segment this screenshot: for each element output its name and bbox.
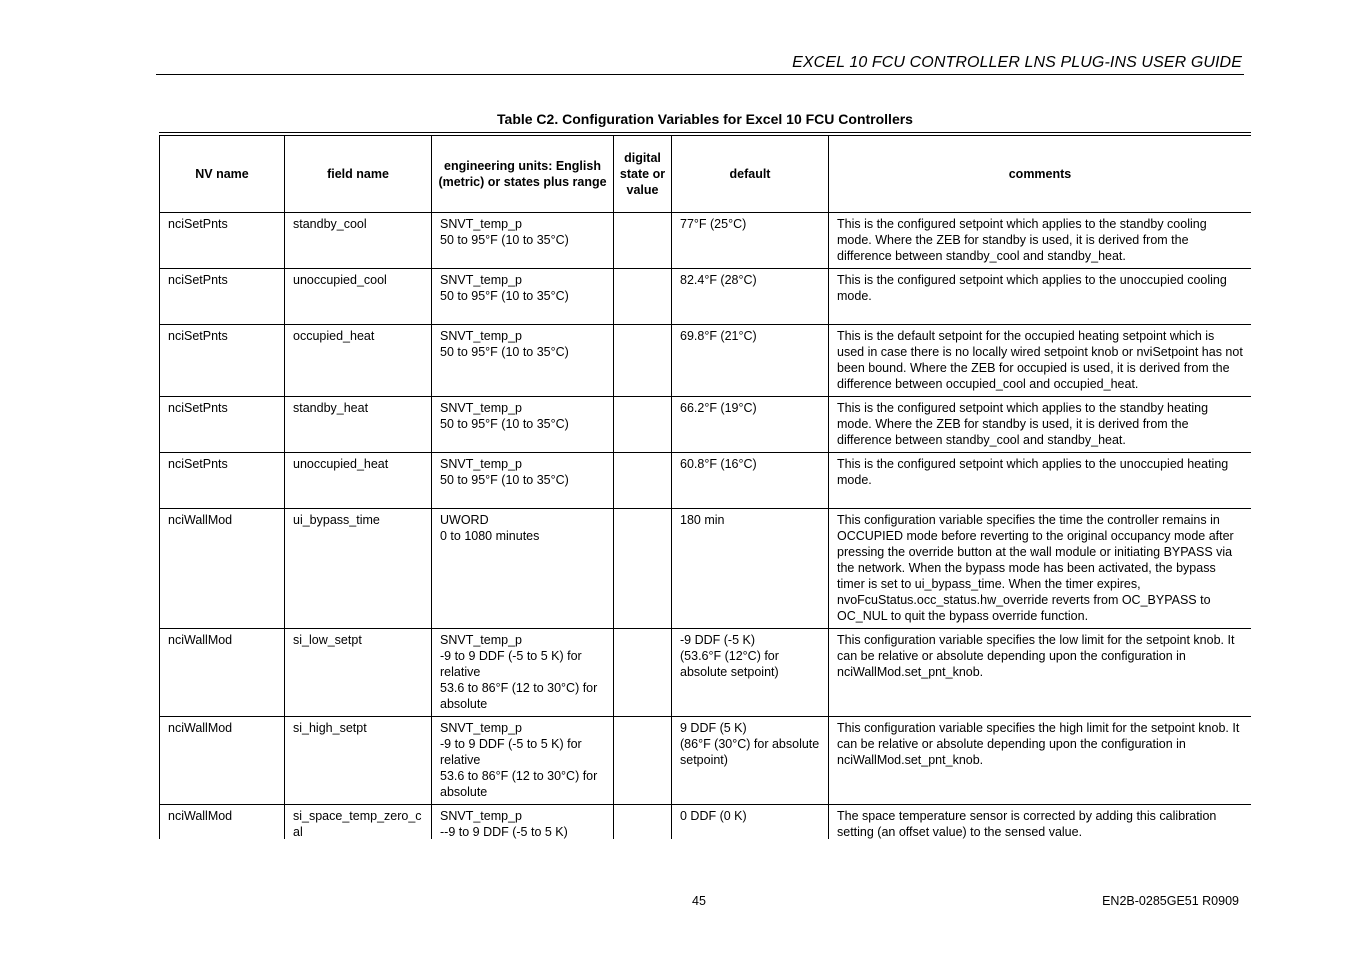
cell-digital-state <box>614 213 672 269</box>
column-header-default: default <box>672 136 829 213</box>
cell-comments: This configuration variable specifies the time the controller remains in OCCUPIED mode before reverting to the original occupancy mode after pressing the override button at the wall module or initiating BYPASS via the network. When the bypass mode has been activated, the bypass timer is set to ui_bypass_time. When the timer expires, nvoFcuStatus.occ_status.hw_override reverts from OC_BYPASS to OC_NUL to quit the bypass override function. <box>829 509 1252 629</box>
cell-digital-state <box>614 453 672 509</box>
cell-nv-name: nciSetPnts <box>160 397 285 453</box>
cell-digital-state <box>614 805 672 840</box>
column-header-digital-state: digital state or value <box>614 136 672 213</box>
cell-comments: The space temperature sensor is corrected by adding this calibration setting (an offset value) to the sensed value. <box>829 805 1252 840</box>
cell-default <box>672 397 829 453</box>
cell-default-line: (86°F (30°C) for absolute setpoint) <box>680 737 820 767</box>
cell-field-name: unoccupied_cool <box>285 269 432 325</box>
table-row <box>160 269 1252 325</box>
cell-field-name: standby_cool <box>285 213 432 269</box>
guide-title: EXCEL 10 FCU CONTROLLER LNS PLUG-INS USER GUIDE <box>792 54 1242 71</box>
cell-default-line: 60.8°F (16°C) <box>680 457 757 471</box>
cell-comments: This configuration variable specifies the low limit for the setpoint knob. It can be relative or absolute depending upon the configuration in nciWallMod.set_pnt_knob. <box>829 629 1252 717</box>
cell-default-line: 82.4°F (28°C) <box>680 273 757 287</box>
cell-comments: This is the configured setpoint which applies to the unoccupied heating mode. <box>829 453 1252 509</box>
cell-digital-state <box>614 717 672 805</box>
table-body <box>160 213 1252 840</box>
table-row <box>160 325 1252 397</box>
cell-engineering-units <box>432 629 614 717</box>
cell-nv-name: nciSetPnts <box>160 213 285 269</box>
table-row <box>160 629 1252 717</box>
cell-default <box>672 805 829 840</box>
cell-engineering-units-line: -9 to 9 DDF (-5 to 5 K) for relative <box>440 649 582 679</box>
cell-digital-state <box>614 397 672 453</box>
cell-field-name: si_low_setpt <box>285 629 432 717</box>
cell-field-name: si_high_setpt <box>285 717 432 805</box>
cell-default <box>672 325 829 397</box>
cell-engineering-units-line: SNVT_temp_p <box>440 401 522 415</box>
cell-engineering-units-line: SNVT_temp_p <box>440 633 522 647</box>
cell-engineering-units-line: 0 to 1080 minutes <box>440 529 540 543</box>
table-container <box>159 132 1251 839</box>
configuration-variables-table <box>159 135 1251 839</box>
column-header-nv-name: NV name <box>160 136 285 213</box>
cell-default <box>672 213 829 269</box>
column-header-field-name: field name <box>285 136 432 213</box>
cell-default <box>672 629 829 717</box>
cell-engineering-units-line: 50 to 95°F (10 to 35°C) <box>440 473 569 487</box>
cell-engineering-units-line: 50 to 95°F (10 to 35°C) <box>440 233 569 247</box>
cell-engineering-units-line: SNVT_temp_p <box>440 273 522 287</box>
cell-engineering-units-line: --9 to 9 DDF (-5 to 5 K) <box>440 825 568 839</box>
table-row <box>160 509 1252 629</box>
cell-engineering-units-line: SNVT_temp_p <box>440 217 522 231</box>
cell-nv-name: nciWallMod <box>160 805 285 840</box>
cell-engineering-units <box>432 269 614 325</box>
cell-default <box>672 717 829 805</box>
page-header <box>156 52 1244 75</box>
table-row <box>160 213 1252 269</box>
cell-engineering-units-line: UWORD <box>440 513 489 527</box>
cell-default-line: 180 min <box>680 513 725 527</box>
cell-engineering-units-line: SNVT_temp_p <box>440 721 522 735</box>
cell-field-name: si_space_temp_zero_cal <box>285 805 432 840</box>
cell-engineering-units-line: 50 to 95°F (10 to 35°C) <box>440 289 569 303</box>
cell-nv-name: nciWallMod <box>160 717 285 805</box>
table-row <box>160 717 1252 805</box>
cell-engineering-units-line: 53.6 to 86°F (12 to 30°C) for absolute <box>440 769 598 799</box>
cell-engineering-units-line: 53.6 to 86°F (12 to 30°C) for absolute <box>440 681 598 711</box>
cell-comments: This is the configured setpoint which applies to the unoccupied cooling mode. <box>829 269 1252 325</box>
cell-engineering-units <box>432 213 614 269</box>
cell-default-line: 9 DDF (5 K) <box>680 721 747 735</box>
column-header-engineering-units: engineering units: English (metric) or states plus range <box>432 136 614 213</box>
cell-default <box>672 509 829 629</box>
cell-default <box>672 453 829 509</box>
cell-field-name: unoccupied_heat <box>285 453 432 509</box>
cell-default <box>672 269 829 325</box>
cell-field-name: occupied_heat <box>285 325 432 397</box>
cell-engineering-units-line: SNVT_temp_p <box>440 329 522 343</box>
table-row <box>160 397 1252 453</box>
cell-default-line: 0 DDF (0 K) <box>680 809 747 823</box>
cell-comments: This is the configured setpoint which applies to the standby heating mode. Where the ZEB for standby is used, it is derived from the difference between standby_cool and standby_heat. <box>829 397 1252 453</box>
cell-nv-name: nciSetPnts <box>160 325 285 397</box>
cell-default-line: 66.2°F (19°C) <box>680 401 757 415</box>
cell-engineering-units <box>432 805 614 840</box>
table-row <box>160 805 1252 840</box>
cell-field-name: standby_heat <box>285 397 432 453</box>
page-number: 45 <box>692 894 706 908</box>
cell-engineering-units <box>432 325 614 397</box>
cell-engineering-units-line: 50 to 95°F (10 to 35°C) <box>440 417 569 431</box>
column-header-comments: comments <box>829 136 1252 213</box>
cell-engineering-units-line: SNVT_temp_p <box>440 809 522 823</box>
table-row <box>160 453 1252 509</box>
cell-comments: This configuration variable specifies the high limit for the setpoint knob. It can be relative or absolute depending upon the configuration in nciWallMod.set_pnt_knob. <box>829 717 1252 805</box>
cell-nv-name: nciWallMod <box>160 509 285 629</box>
cell-engineering-units <box>432 397 614 453</box>
cell-comments: This is the default setpoint for the occupied heating setpoint which is used in case there is no locally wired setpoint knob or nviSetpoint has not been bound. Where the ZEB for occupied is used, it is derived from the difference between occupied_cool and occupied_heat. <box>829 325 1252 397</box>
cell-field-name: ui_bypass_time <box>285 509 432 629</box>
document-code: EN2B-0285GE51 R0909 <box>1102 894 1239 908</box>
cell-digital-state <box>614 509 672 629</box>
cell-digital-state <box>614 269 672 325</box>
cell-default-line: (53.6°F (12°C) for absolute setpoint) <box>680 649 779 679</box>
cell-engineering-units-line: 50 to 95°F (10 to 35°C) <box>440 345 569 359</box>
cell-nv-name: nciSetPnts <box>160 453 285 509</box>
cell-comments: This is the configured setpoint which applies to the standby cooling mode. Where the ZEB for standby is used, it is derived from the difference between standby_cool and standby_heat. <box>829 213 1252 269</box>
cell-engineering-units <box>432 453 614 509</box>
cell-engineering-units-line: -9 to 9 DDF (-5 to 5 K) for relative <box>440 737 582 767</box>
cell-digital-state <box>614 629 672 717</box>
cell-engineering-units <box>432 509 614 629</box>
cell-digital-state <box>614 325 672 397</box>
table-caption: Table C2. Configuration Variables for Excel 10 FCU Controllers <box>497 111 913 127</box>
cell-nv-name: nciWallMod <box>160 629 285 717</box>
cell-default-line: -9 DDF (-5 K) <box>680 633 755 647</box>
cell-default-line: 69.8°F (21°C) <box>680 329 757 343</box>
table-header-row <box>160 136 1252 213</box>
cell-engineering-units <box>432 717 614 805</box>
cell-engineering-units-line: SNVT_temp_p <box>440 457 522 471</box>
cell-default-line: 77°F (25°C) <box>680 217 747 231</box>
cell-nv-name: nciSetPnts <box>160 269 285 325</box>
